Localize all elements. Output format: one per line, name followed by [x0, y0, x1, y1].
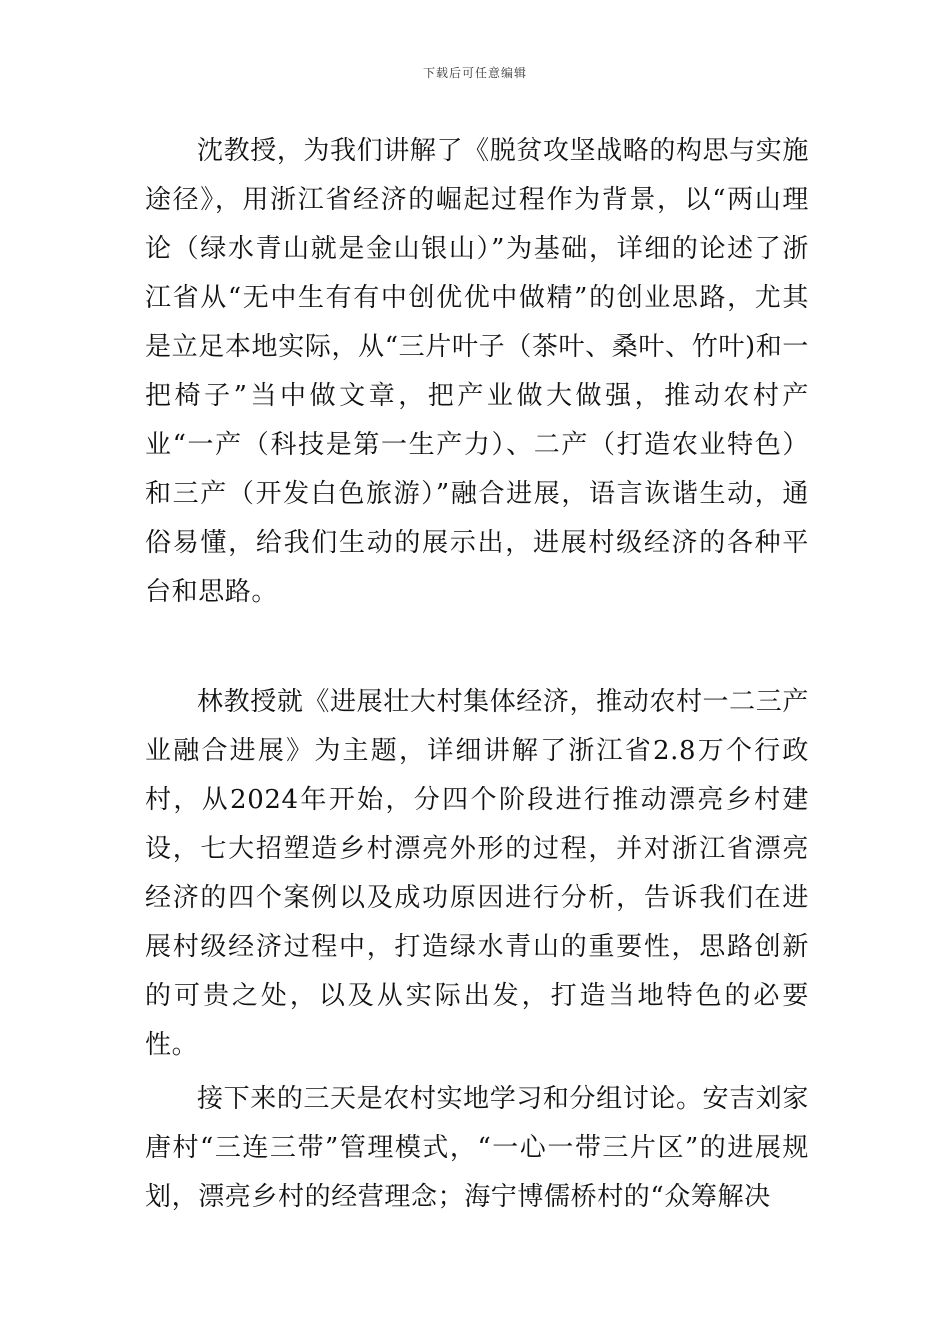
download-note: 下载后可任意编辑	[422, 66, 527, 80]
paragraph-shen-lecture: 沈教授，为我们讲解了《脱贫攻坚战略的构思与实施途径》，用浙江省经济的崛起过程作为背景，以“两山理论（绿水青山就是金山银山）”为基础，详细的论述了浙江省从“无中生有有中创优优中做精”的创业思路，尤其是立足本地实际，从“三片叶子（茶叶、桑叶、竹叶)和一把椅子”当中做文章，把产业做大做强，推动农村产业“一产（科技是第一生产力）、二产（打造农业特色）和三产（开发白色旅游）”融合进展，语言诙谐生动，通俗易懂，给我们生动的展示出，进展村级经济的各种平台和思路。	[145, 136, 809, 607]
paragraph-field-study: 接下来的三天是农村实地学习和分组讨论。安吉刘家唐村“三连三带”管理模式，“一心一带三片区”的进展规划，漂亮乡村的经营理念；海宁博儒桥村的“众筹解决	[145, 1084, 809, 1212]
paragraph-lin-lecture: 林教授就《进展壮大村集体经济，推动农村一二三产业融合进展》为主题，详细讲解了浙江省2.8万个行政村，从2024年开始，分四个阶段进行推动漂亮乡村建设，七大招塑造乡村漂亮外形的过程，并对浙江省漂亮经济的四个案例以及成功原因进行分析，告诉我们在进展村级经济过程中，打造绿水青山的重要性，思路创新的可贵之处，以及从实际出发，打造当地特色的必要性。	[145, 687, 809, 1060]
